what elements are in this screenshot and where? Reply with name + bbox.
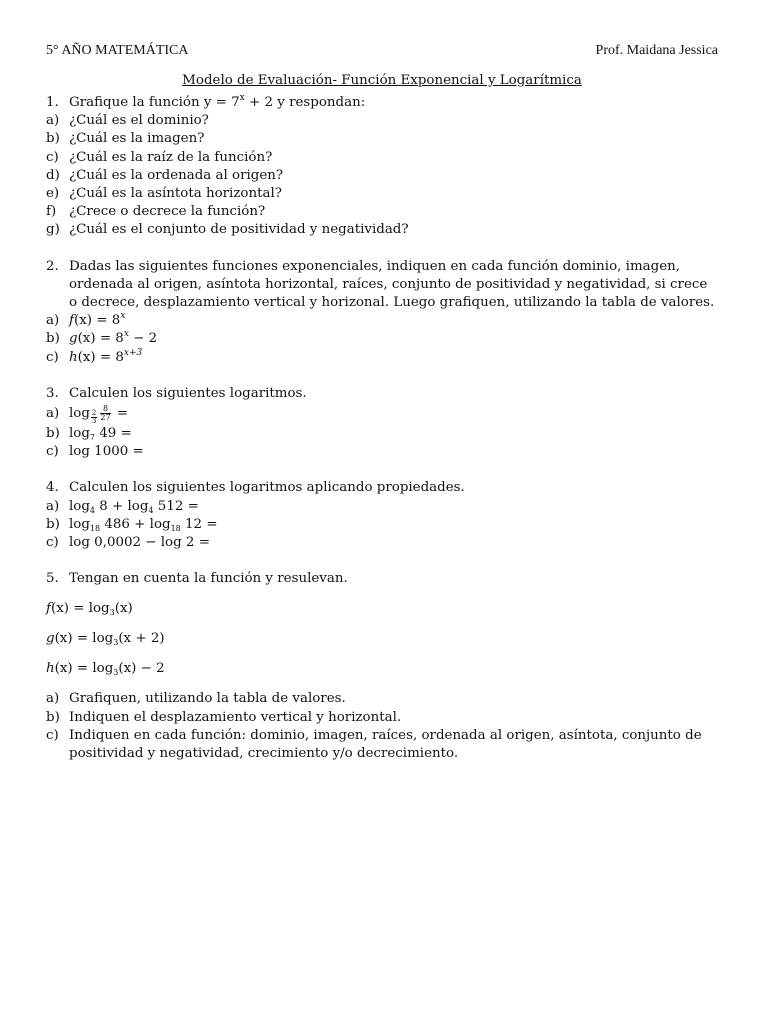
question-5-item: c) Indiquen en cada función: dominio, imagen, raíces, ordenada al origen, asíntota, conjunto de positividad y negatividad, crecimiento y/o decrecimiento. — [46, 727, 702, 762]
question-5-item: b) Indiquen el desplazamiento vertical y horizontal. — [46, 709, 402, 725]
document-header — [46, 42, 718, 60]
question-4-stem: 4. Calculen los siguientes logaritmos aplicando propiedades. — [46, 480, 465, 496]
question-2-item: a) $f(x) = 8^x$ — [46, 311, 126, 329]
question-1-item: c) ¿Cuál es la raíz de la función? — [46, 149, 273, 165]
question-3 — [46, 385, 718, 462]
function-g: $g(x) = \log_3(x + 2)$ — [46, 631, 165, 648]
function-h: $h(x) = \log_3(x) - 2$ — [46, 661, 165, 678]
question-1-item: g) ¿Cuál es el conjunto de positividad y negatividad? — [46, 222, 409, 238]
question-3-item-a: a) log $\frac{2}{3}$ $\frac{8}{27}$ = — [46, 404, 129, 426]
question-1-items — [46, 112, 718, 239]
question-5-items — [46, 690, 718, 763]
question-5-item: a) Grafiquen, utilizando la tabla de valores. — [46, 691, 346, 707]
question-3-item-c: c) log 1000 = — [46, 444, 144, 460]
question-3-stem: 3. Calculen los siguientes logaritmos. — [46, 385, 307, 401]
question-1-item: f) ¿Crece o decrece la función? — [46, 204, 266, 220]
question-2-items — [46, 312, 718, 367]
question-4 — [46, 479, 718, 552]
question-2 — [46, 258, 718, 367]
question-4-item-c: c) log 0,0002 − log 2 = — [46, 535, 210, 551]
question-2-item: c) $h(x) = 8^{x+3}$ — [46, 347, 143, 365]
function-f: $f(x) = \log_3(x)$ — [46, 601, 133, 618]
question-1-item: e) ¿Cuál es la asíntota horizontal? — [46, 186, 282, 202]
document-page — [46, 42, 718, 763]
question-1-item: d) ¿Cuál es la ordenada al origen? — [46, 167, 284, 183]
question-1-item: b) ¿Cuál es la imagen? — [46, 131, 205, 147]
question-2-item: b) $g(x) = 8^x - 2$ — [46, 329, 158, 347]
page-title: Modelo de Evaluación- Función Exponencial y Logarítmica — [182, 73, 582, 88]
question-4-item-a: a) $\log_4 8 + \log_4 512$ = — [46, 498, 199, 515]
question-1-item: a) ¿Cuál es el dominio? — [46, 113, 209, 129]
question-1 — [46, 94, 718, 240]
question-5-stem: 5. Tengan en cuenta la función y resulevan. — [46, 571, 348, 587]
question-4-item-b: b) $\log_{18} 486 + \log_{18} 12$ = — [46, 516, 218, 533]
question-1-stem: 1. Grafique la función $y = 7^x + 2$ y respondan: — [46, 93, 366, 110]
teacher-name: Prof. Maidana Jessica — [595, 43, 718, 58]
question-5 — [46, 570, 718, 763]
question-3-item-b: b) $\log_7 49$ = — [46, 426, 132, 443]
question-2-stem: 2. Dadas las siguientes funciones exponenciales, indiquen en cada función dominio, imagen, ordenada al origen, asíntota horizontal, raíces, conjunto de positividad y negatividad, si crece o decrece, desplazamiento vertical y horizonal. Luego grafiquen, utilizando la tabla de valores. — [46, 258, 715, 311]
course-label: 5° AÑO MATEMÁTICA — [46, 43, 189, 58]
